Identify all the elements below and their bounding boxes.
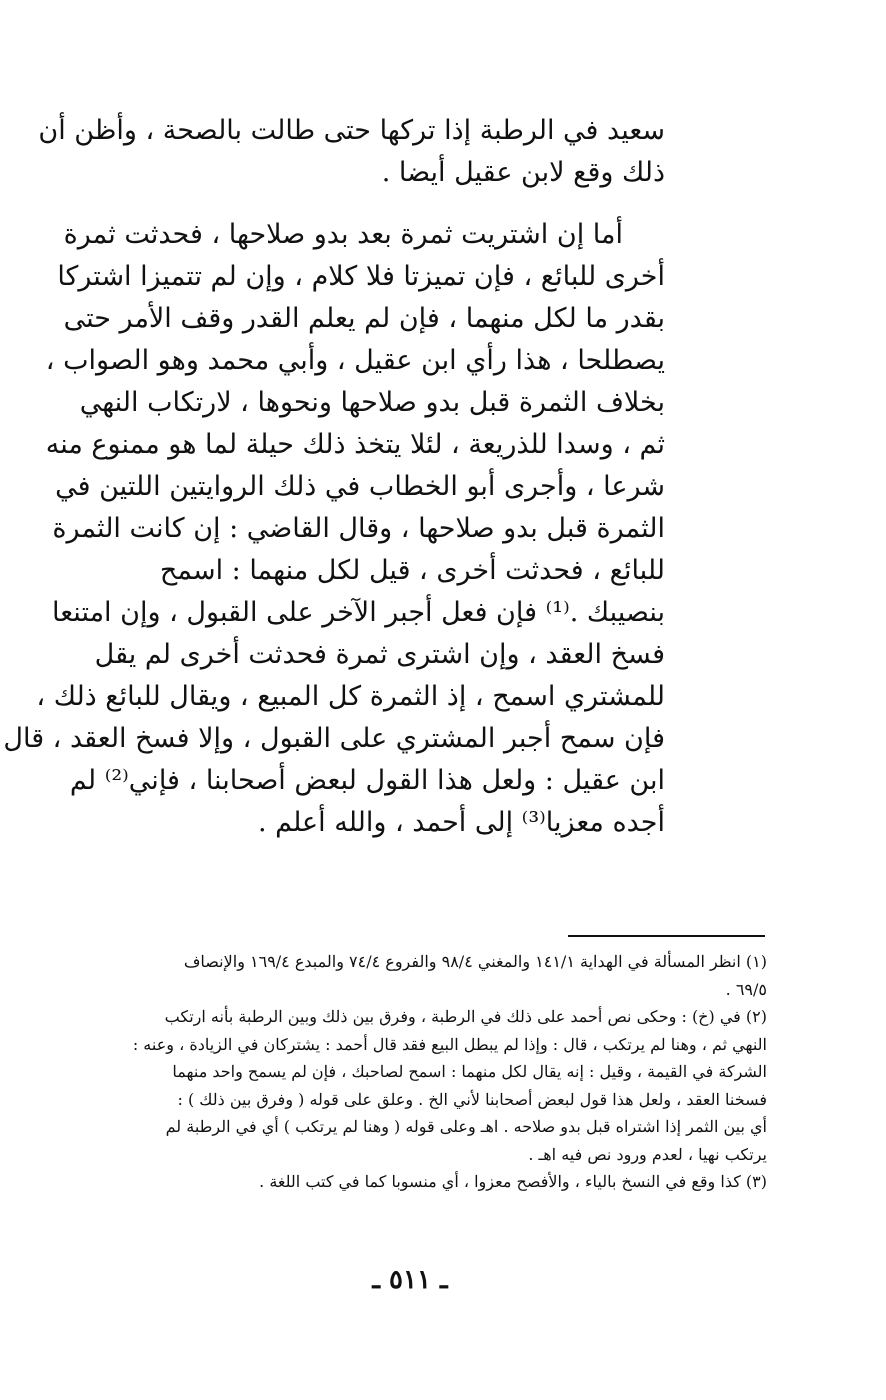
text-line: أخرى للبائع ، فإن تميزتا فلا كلام ، وإن لم تتميزا اشتركا [57, 261, 665, 292]
text-line: للبائع ، فحدثت أخرى ، قيل لكل منهما : اسمح [159, 555, 665, 586]
main-text [3, 110, 665, 844]
text-line: ثم ، وسدا للذريعة ، لئلا يتخذ ذلك حيلة لما هو ممنوع منه [45, 429, 665, 460]
footnote-line: الشركة في القيمة ، وقيل : إنه يقال لكل منهما : اسمح لصاحبك ، فإن لم يسمح واحد منهما [172, 1062, 767, 1081]
text-line: فسخ العقد ، وإن اشترى ثمرة فحدثت أخرى لم يقل [94, 639, 665, 670]
footnote-line: (٣) كذا وقع في النسخ بالياء ، والأفصح معزوا ، أي منسوبا كما في كتب اللغة . [259, 1172, 767, 1191]
text-line: بنصيبك .⁽¹⁾ فإن فعل أجبر الآخر على القبول ، وإن امتنعا [52, 597, 665, 628]
footnote-line: ٦٩/٥ . [725, 979, 767, 999]
footnote-separator [568, 935, 765, 937]
text-line: الثمرة قبل بدو صلاحها ، وقال القاضي : إن كانت الثمرة [52, 513, 665, 544]
footnote-line: فسخنا العقد ، ولعل هذا قول لبعض أصحابنا لأني الخ . وعلق على قوله ( وفرق بين ذلك ) : [177, 1089, 767, 1109]
footnote-line: (١) انظر المسألة في الهداية ١٤١/١ والمغني ٩٨/٤ والفروع ٧٤/٤ والمبدع ١٦٩/٤ والإنصاف [183, 952, 767, 971]
text-line: بخلاف الثمرة قبل بدو صلاحها ونحوها ، لارتكاب النهي [79, 387, 665, 418]
text-line: شرعا ، وأجرى أبو الخطاب في ذلك الروايتين اللتين في [55, 471, 665, 502]
page-number: ـ ٥١١ ـ [372, 1265, 448, 1295]
text-line: أما إن اشتريت ثمرة بعد بدو صلاحها ، فحدثت ثمرة [63, 219, 623, 250]
text-line: بقدر ما لكل منهما ، فإن لم يعلم القدر وقف الأمر حتى [63, 303, 665, 334]
text-line: أجده معزيا⁽³⁾ إلى أحمد ، والله أعلم . [257, 807, 665, 838]
footnote-line: (٢) في (خ) : وحكى نص أحمد على ذلك في الرطبة ، وفرق بين ذلك وبين الرطبة بأنه ارتكب [164, 1007, 767, 1026]
text-line: ذلك وقع لابن عقيل أيضا . [381, 157, 665, 188]
text-line: للمشتري اسمح ، إذ الثمرة كل المبيع ، ويقال للبائع ذلك ، [36, 681, 665, 712]
text-line: يصطلحا ، هذا رأي ابن عقيل ، وأبي محمد وهو الصواب ، [45, 345, 665, 376]
footnote-line: يرتكب نهيا ، لعدم ورود نص فيه اهـ . [528, 1144, 767, 1164]
footnotes [105, 948, 767, 1196]
text-line: سعيد في الرطبة إذا تركها حتى طالت بالصحة ، وأظن أن [38, 115, 665, 146]
footnote-line: النهي ثم ، وهنا لم يرتكب ، قال : وإذا لم يبطل البيع فقد قال أحمد : يشتركان في الزيادة ، وعنه : [132, 1034, 767, 1054]
footnote-line: أي بين الثمر إذا اشتراه قبل بدو صلاحه . اهـ وعلى قوله ( وهنا لم يرتكب ) أي في الرطبة لم [165, 1117, 767, 1136]
text-line: فإن سمح أجبر المشتري على القبول ، وإلا فسخ العقد ، قال [3, 723, 665, 754]
text-line: ابن عقيل : ولعل هذا القول لبعض أصحابنا ، فإني⁽²⁾ لم [69, 765, 665, 796]
paragraph-1 [38, 110, 665, 194]
paragraph-2 [3, 214, 665, 844]
